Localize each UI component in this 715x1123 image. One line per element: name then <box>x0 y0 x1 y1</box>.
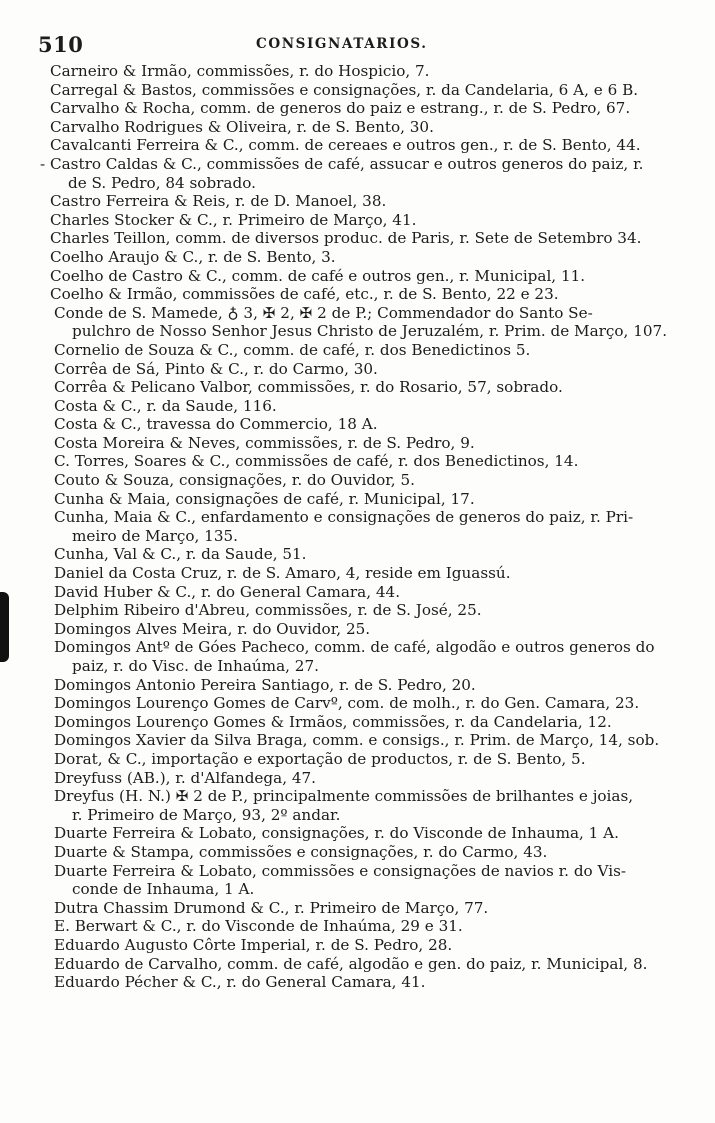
entry-text: E. Berwart & C., r. do Visconde de Inhaúma, 29 e 31. <box>54 917 463 936</box>
entry-text: Cunha, Maia & C., enfardamento e consignações de generos do paiz, r. Pri- <box>54 508 634 527</box>
directory-entry <box>0 676 690 695</box>
directory-entry <box>0 211 690 230</box>
directory-entry <box>0 955 690 974</box>
entry-text: David Huber & C., r. do General Camara, 44. <box>54 582 401 601</box>
directory-entry <box>0 285 690 304</box>
directory-entry <box>0 62 690 81</box>
page-header <box>38 32 678 56</box>
entry-continuation: conde de Inhauma, 1 A. <box>72 880 255 899</box>
directory-entry <box>0 638 690 675</box>
entry-text: Duarte Ferreira & Lobato, consignações, r. do Visconde de Inhauma, 1 A. <box>54 824 619 843</box>
directory-entry <box>0 415 690 434</box>
directory-entry <box>0 731 690 750</box>
entry-text: Cunha, Val & C., r. da Saude, 51. <box>54 545 307 564</box>
directory-entry <box>0 750 690 769</box>
directory-entry <box>0 360 690 379</box>
directory-entry <box>0 583 690 602</box>
entry-text: Costa & C., travessa do Commercio, 18 A. <box>54 415 378 434</box>
directory-entry <box>0 136 690 155</box>
entry-dash-mark: - <box>40 154 46 173</box>
directory-entry <box>0 304 690 341</box>
directory-entry <box>0 452 690 471</box>
entry-text: Eduardo de Carvalho, comm. de café, algodão e gen. do paiz, r. Municipal, 8. <box>54 954 648 973</box>
entry-text: Cunha & Maia, consignações de café, r. Municipal, 17. <box>54 489 475 508</box>
directory-entry <box>0 824 690 843</box>
entry-continuation: meiro de Março, 135. <box>72 526 239 545</box>
entry-text: Coelho de Castro & C., comm. de café e outros gen., r. Municipal, 11. <box>50 266 586 285</box>
entry-text: Delphim Ribeiro d'Abreu, commissões, r. de S. José, 25. <box>54 601 482 620</box>
directory-entry <box>0 620 690 639</box>
entry-text: Charles Stocker & C., r. Primeiro de Março, 41. <box>50 210 417 229</box>
entry-text: Dutra Chassim Drumond & C., r. Primeiro de Março, 77. <box>54 898 489 917</box>
entry-text: Costa & C., r. da Saude, 116. <box>54 396 277 415</box>
entry-text: Domingos Xavier da Silva Braga, comm. e consigs., r. Prim. de Março, 14, sob. <box>54 731 660 750</box>
entry-text: Eduardo Augusto Côrte Imperial, r. de S. Pedro, 28. <box>54 935 453 954</box>
directory-entry <box>0 564 690 583</box>
directory-entry <box>0 973 690 992</box>
directory-entry <box>0 155 690 192</box>
entry-text: Coelho Araujo & C., r. de S. Bento, 3. <box>50 247 336 266</box>
directory-entry <box>0 713 690 732</box>
entry-text: Carvalho Rodrigues & Oliveira, r. de S. Bento, 30. <box>50 117 434 136</box>
entry-text: Domingos Antonio Pereira Santiago, r. de S. Pedro, 20. <box>54 675 476 694</box>
directory-entry <box>0 81 690 100</box>
directory-entry <box>0 843 690 862</box>
entry-continuation: paiz, r. do Visc. de Inhaúma, 27. <box>72 657 319 675</box>
entry-text: Dreyfus (H. N.) ✠ 2 de P., principalmente commissões de brilhantes e joias, <box>54 787 634 806</box>
entry-text: Duarte Ferreira & Lobato, commissões e consignações de navios r. do Vis- <box>54 861 627 880</box>
entry-text: Conde de S. Mamede, ♁ 3, ✠ 2, ✠ 2 de P.; Commendador do Santo Se- <box>54 303 593 322</box>
directory-entry <box>0 862 690 899</box>
entry-text: Coelho & Irmão, commissões de café, etc., r. de S. Bento, 22 e 23. <box>50 285 559 304</box>
directory-entry <box>0 378 690 397</box>
directory-entry <box>0 936 690 955</box>
directory-entry <box>0 787 690 824</box>
directory-entry <box>0 248 690 267</box>
directory-entry <box>0 397 690 416</box>
entry-text: Carregal & Bastos, commissões e consignações, r. da Candelaria, 6 A, e 6 B. <box>50 80 639 99</box>
directory-entry <box>0 545 690 564</box>
entry-text: Carvalho & Rocha, comm. de generos do paiz e estrang., r. de S. Pedro, 67. <box>50 99 631 118</box>
entry-text: Daniel da Costa Cruz, r. de S. Amaro, 4, reside em Iguassú. <box>54 564 511 583</box>
entry-text: Castro Ferreira & Reis, r. de D. Manoel, 38. <box>50 192 387 211</box>
entry-text: Couto & Souza, consignações, r. do Ouvidor, 5. <box>54 471 415 490</box>
running-head: CONSIGNATARIOS. <box>256 36 428 52</box>
entry-continuation: de S. Pedro, 84 sobrado. <box>68 173 256 192</box>
entry-text: Charles Teillon, comm. de diversos produc. de Paris, r. Sete de Setembro 34. <box>50 229 642 248</box>
entry-text: Carneiro & Irmão, commissões, r. do Hospicio, 7. <box>50 62 430 80</box>
entry-text: Castro Caldas & C., commissões de café, assucar e outros generos do paiz, r. <box>50 154 644 173</box>
entry-text: Domingos Lourenço Gomes de Carvº, com. de molh., r. do Gen. Camara, 23. <box>54 694 640 713</box>
entry-text: Domingos Lourenço Gomes & Irmãos, commissões, r. da Candelaria, 12. <box>54 712 612 731</box>
consignee-list <box>0 62 715 992</box>
directory-entry <box>0 899 690 918</box>
page-number: 510 <box>38 32 84 57</box>
directory-entry <box>0 508 690 545</box>
directory-entry <box>0 694 690 713</box>
entry-text: Dorat, & C., importação e exportação de productos, r. de S. Bento, 5. <box>54 749 586 768</box>
directory-entry <box>0 118 690 137</box>
directory-entry <box>0 490 690 509</box>
entry-continuation: r. Primeiro de Março, 93, 2º andar. <box>72 805 341 824</box>
directory-entry <box>0 99 690 118</box>
entry-text: Domingos Antº de Góes Pacheco, comm. de café, algodão e outros generos do <box>54 638 655 657</box>
entry-text: Duarte & Stampa, commissões e consignações, r. do Carmo, 43. <box>54 842 548 861</box>
directory-entry <box>0 434 690 453</box>
entry-text: Cornelio de Souza & C., comm. de café, r. dos Benedictinos 5. <box>54 340 531 359</box>
entry-text: Eduardo Pécher & C., r. do General Camara, 41. <box>54 973 426 992</box>
entry-text: Domingos Alves Meira, r. do Ouvidor, 25. <box>54 619 371 638</box>
directory-entry <box>0 341 690 360</box>
entry-text: Cavalcanti Ferreira & C., comm. de cereaes e outros gen., r. de S. Bento, 44. <box>50 136 641 155</box>
entry-continuation: pulchro de Nosso Senhor Jesus Christo de Jeruzalém, r. Prim. de Março, 107. <box>72 322 668 341</box>
directory-entry <box>0 267 690 286</box>
directory-entry <box>0 192 690 211</box>
directory-entry <box>0 229 690 248</box>
entry-text: C. Torres, Soares & C., commissões de café, r. dos Benedictinos, 14. <box>54 452 579 471</box>
entry-text: Costa Moreira & Neves, commissões, r. de S. Pedro, 9. <box>54 433 475 452</box>
directory-entry <box>0 471 690 490</box>
scan-edge-mark <box>0 592 9 662</box>
entry-text: Dreyfuss (AB.), r. d'Alfandega, 47. <box>54 768 317 787</box>
entry-text: Corrêa & Pelicano Valbor, commissões, r. do Rosario, 57, sobrado. <box>54 378 563 397</box>
entry-text: Corrêa de Sá, Pinto & C., r. do Carmo, 30. <box>54 359 378 378</box>
directory-entry <box>0 601 690 620</box>
directory-entry <box>0 769 690 788</box>
directory-entry <box>0 917 690 936</box>
